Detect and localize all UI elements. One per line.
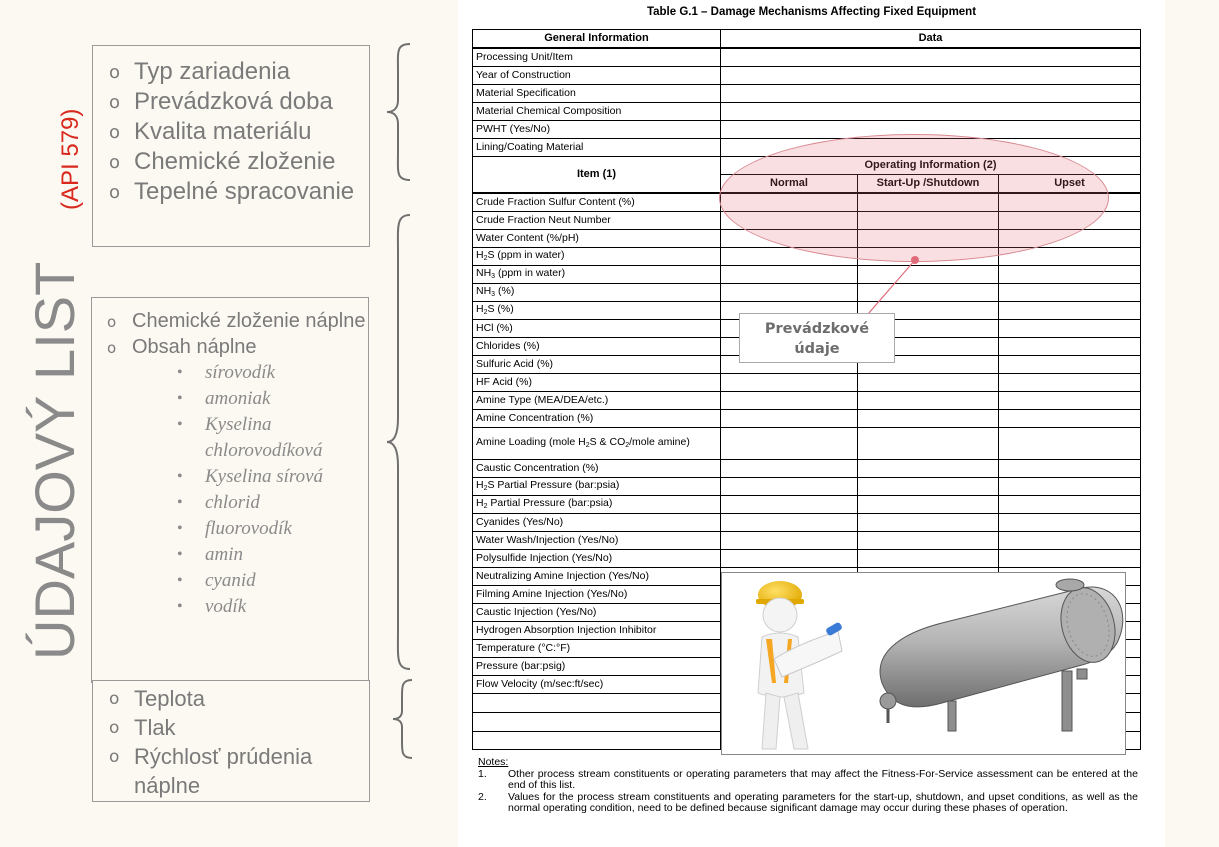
operating-parameters-list	[93, 684, 369, 800]
table-row: H2S (%)	[473, 302, 1141, 320]
worker-with-helmet-illustration	[756, 581, 843, 749]
circle-bullet-icon: o	[109, 62, 121, 83]
table-row: NH3 (%)	[473, 284, 1141, 302]
table-row: Caustic Injection (Yes/No)	[473, 604, 1141, 622]
table-row: Amine Concentration (%)	[473, 410, 1141, 428]
list-item: o Tlak	[93, 713, 369, 742]
table-row: Temperature (°C:°F)	[473, 640, 1141, 658]
notes-title: Notes:	[478, 756, 509, 768]
table-row: Pressure (bar:psig)	[473, 658, 1141, 676]
svg-text:(API 579)	[57, 109, 84, 210]
table-row: Amine Type (MEA/DEA/etc.)	[473, 392, 1141, 410]
circle-bullet-icon: o	[109, 122, 121, 143]
table-row: HCl (%)	[473, 320, 1141, 338]
list-item: o Rýchlosť prúdenia náplne	[109, 744, 313, 798]
table-row: Caustic Concentration (%)	[473, 460, 1141, 478]
table-row: Hydrogen Absorption Injection Inhibitor	[473, 622, 1141, 640]
curly-brace-icon	[384, 42, 414, 182]
worker-and-vessel-illustration	[722, 573, 1125, 754]
operating-information-header: Operating Information (2)	[721, 157, 1141, 175]
table-row: Year of Construction	[473, 67, 1141, 85]
table-row: Sulfuric Acid (%)	[473, 356, 1141, 374]
column-normal: Normal	[721, 175, 858, 194]
table-row: H2 Partial Pressure (bar:psia)	[473, 496, 1141, 514]
substance-item: • sírovodík	[164, 360, 368, 386]
operating-parameters-box	[92, 680, 370, 802]
list-item: o Chemické zloženie	[93, 147, 369, 177]
table-row: Processing Unit/Item	[473, 48, 1141, 67]
table-row: Polysulfide Injection (Yes/No)	[473, 550, 1141, 568]
circle-bullet-icon: o	[107, 313, 117, 331]
table-row: Lining/Coating Material	[473, 139, 1141, 157]
circle-bullet-icon: o	[109, 689, 120, 709]
list-item: o Obsah náplne	[92, 334, 368, 360]
note-item: 1. Other process stream constituents or operating parameters that may affect the Fitness-For-Service assessment can be entered at the end of this list.	[478, 767, 1138, 791]
column-upset: Upset	[999, 175, 1141, 194]
table-row: Neutralizing Amine Injection (Yes/No)	[473, 568, 1141, 586]
table-row: Crude Fraction Sulfur Content (%)	[473, 193, 1141, 212]
circle-bullet-icon: o	[109, 747, 120, 767]
illustration-box	[721, 572, 1126, 755]
vertical-title-svg	[8, 60, 88, 660]
column-startup-shutdown: Start-Up /Shutdown	[858, 175, 999, 194]
svg-text:ÚDAJOVÝ LIST	[23, 262, 86, 660]
fluid-content-box	[91, 297, 369, 683]
table-row: Crude Fraction Neut Number	[473, 212, 1141, 230]
header-data: Data	[721, 30, 1141, 49]
substance-list	[92, 360, 368, 620]
table-row: HF Acid (%)	[473, 374, 1141, 392]
circle-bullet-icon: o	[109, 92, 121, 113]
header-general-information: General Information	[473, 30, 721, 49]
fluid-content-list	[92, 308, 368, 360]
table-row: NH3 (ppm in water)	[473, 266, 1141, 284]
table-row: Water Wash/Injection (Yes/No)	[473, 532, 1141, 550]
table-row: Amine Loading (mole H2S & CO2/mole amine)	[473, 428, 1141, 460]
table-row: Water Content (%/pH)	[473, 230, 1141, 248]
table-row: Chlorides (%)	[473, 338, 1141, 356]
note-item: 2. Values for the process stream constituents and operating parameters for the start-up, shutdown, and upset conditions, as well as the normal operating condition, need to be defined because significant damage may occur during these phases of operation.	[478, 790, 1138, 814]
title-main: ÚDAJOVÝ LIST	[23, 261, 86, 660]
table-row: Flow Velocity (m/sec:ft/sec)	[473, 676, 1141, 694]
table-row: PWHT (Yes/No)	[473, 121, 1141, 139]
substance-item: • Kyselina sírová	[164, 464, 368, 490]
table-row: Material Chemical Composition	[473, 103, 1141, 121]
vertical-title	[8, 60, 88, 660]
circle-bullet-icon: o	[107, 339, 117, 357]
equipment-info-box	[92, 45, 370, 247]
document-title: Table G.1 – Damage Mechanisms Affecting Fixed Equipment	[646, 6, 977, 18]
table-row: Filming Amine Injection (Yes/No)	[473, 586, 1141, 604]
substance-item: • amoniak	[164, 386, 368, 412]
operating-info-highlight	[719, 134, 1109, 262]
table-row: Cyanides (Yes/No)	[473, 514, 1141, 532]
table-header-row	[473, 30, 1141, 49]
pressure-vessel-illustration	[880, 579, 1123, 731]
substance-item: • chlorid	[164, 490, 368, 516]
curly-brace-icon	[390, 678, 416, 760]
substance-item: • vodík	[164, 594, 368, 620]
list-item: o Tepelné spracovanie	[93, 177, 369, 207]
list-item: o Typ zariadenia	[93, 57, 369, 87]
title-suffix: (API 579)	[57, 108, 84, 210]
circle-bullet-icon: o	[109, 152, 121, 173]
callout-connector	[860, 258, 920, 316]
substance-item: • fluorovodík	[164, 516, 368, 542]
item-header: Item (1)	[473, 157, 721, 194]
substance-item: • amin	[164, 542, 368, 568]
list-item: o Kvalita materiálu	[93, 117, 369, 147]
notes-section	[478, 757, 1138, 815]
substance-item: • cyanid	[164, 568, 368, 594]
curly-brace-icon	[384, 213, 414, 671]
list-item: o Chemické zloženie náplne	[92, 308, 368, 334]
table-row: Material Specification	[473, 85, 1141, 103]
table-row: H2S (ppm in water)	[473, 248, 1141, 266]
substance-item: • Kyselina chlorovodíková	[164, 412, 368, 464]
equipment-info-list	[93, 57, 369, 207]
list-item: o Teplota	[93, 684, 369, 713]
list-item: o Prevádzková doba	[93, 87, 369, 117]
circle-bullet-icon: o	[109, 182, 121, 203]
circle-bullet-icon: o	[109, 718, 120, 738]
callout-label: Prevádzkové údaje	[739, 313, 895, 363]
table-row: H2S Partial Pressure (bar:psia)	[473, 478, 1141, 496]
